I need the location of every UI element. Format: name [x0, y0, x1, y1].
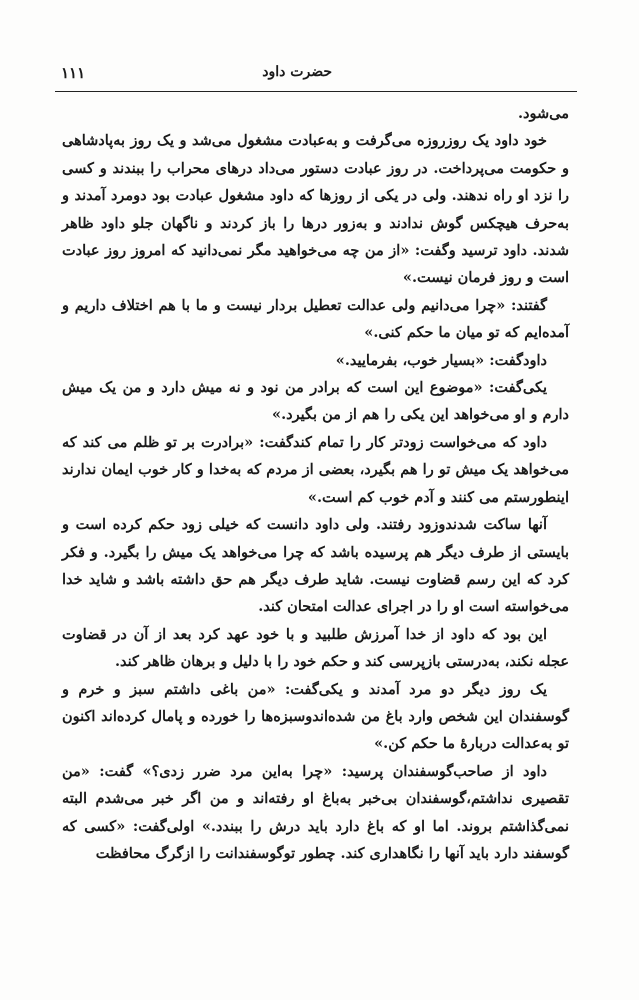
paragraph: گفتند: «چرا می‌دانیم ولی عدالت تعطیل بردار نیست و ما با هم اختلاف داریم و آمده‌ایم که تو میان ما حکم کنی.» [62, 296, 569, 342]
paragraph: می‌شود. [518, 105, 569, 122]
paragraph: داودگفت: «بسیار خوب، بفرمایید.» [335, 351, 547, 369]
paragraph: این بود که داود از خدا آمرزش طلبید و با خود عهد کرد بعد از آن در قضاوت عجله نکند، به‌درستی بازپرسی کند و حکم خود را با دلیل و برهان ظاهر کند. [62, 625, 569, 671]
paragraph: داود که می‌خواست زودتر کار را تمام کندگفت: «برادرت بر تو ظلم می کند که می‌خواهد یک میش تو را هم بگیرد، بعضی از مردم که به‌خدا و کار خوب ایمان ندارند اینطورستم می کنند و آدم خوب کم است.» [62, 433, 569, 506]
paragraph: یک روز دیگر دو مرد آمدند و یکی‌گفت: «من باغی داشتم سبز و خرم و گوسفندان این شخص وارد باغ من شده‌اندوسبزه‌ها را خورده و پامال کرده‌اند اکنون تو به‌عدالت دربارهٔ ما حکم کن.» [62, 680, 569, 753]
page-number: ۱۱۱ [61, 64, 86, 82]
paragraph: آنها ساکت شدندوزود رفتند. ولی داود دانست که خیلی زود حکم کرده است و بایستی از طرف دیگر هم پرسیده باشد که چرا می‌خواهد یک میش را بگیرد. و فکر کرد که این رسم قضاوت نیست. شاید طرف دیگر هم حق داشته باشد و شاید خدا می‌خواسته است او را در اجرای عدالت امتحان کند. [62, 516, 569, 616]
paragraph: خود داود یک روزروزه می‌گرفت و به‌عبادت مشغول می‌شد و یک روز به‌پادشاهی و حکومت می‌پرداخت. در روز عبادت دستور می‌داد درهای محراب را ببندند و کسی را نزد او راه ندهند. ولی در یکی از روزها که داود مشغول عبادت بود دومرد آمدند و به‌حرف هیچکس گوش ندادند و به‌زور درها را باز کردند و ناگهان جلو داود ظاهر شدند. داود ترسید وگفت: «از من چه می‌خواهید مگر نمی‌دانید که امروز روز عبادت است و روز فرمان نیست.» [62, 132, 569, 287]
header-rule [55, 91, 577, 92]
body-text [62, 100, 569, 867]
running-title: حضرت داود [262, 64, 332, 80]
page-header [55, 62, 577, 92]
paragraph: یکی‌گفت: «موضوع این است که برادر من نود و نه میش دارد و من یک میش دارم و او می‌خواهد این یکی را هم از من بگیرد.» [62, 379, 569, 424]
paragraph: داود از صاحب‌گوسفندان پرسید: «چرا به‌این مرد ضرر زدی؟» گفت: «من تقصیری نداشتم،گوسفندان بی‌خبر به‌باغ او رفته‌اند و من اگر خبر می‌شدم البته نمی‌گذاشتم بروند. اما او که باغ دارد باید درش را ببندد.» اولی‌گفت: «کسی که گوسفند دارد باید آنها را نگاهداری کند. چطور توگوسفندانت را ازگرگ محافظت [62, 762, 569, 862]
